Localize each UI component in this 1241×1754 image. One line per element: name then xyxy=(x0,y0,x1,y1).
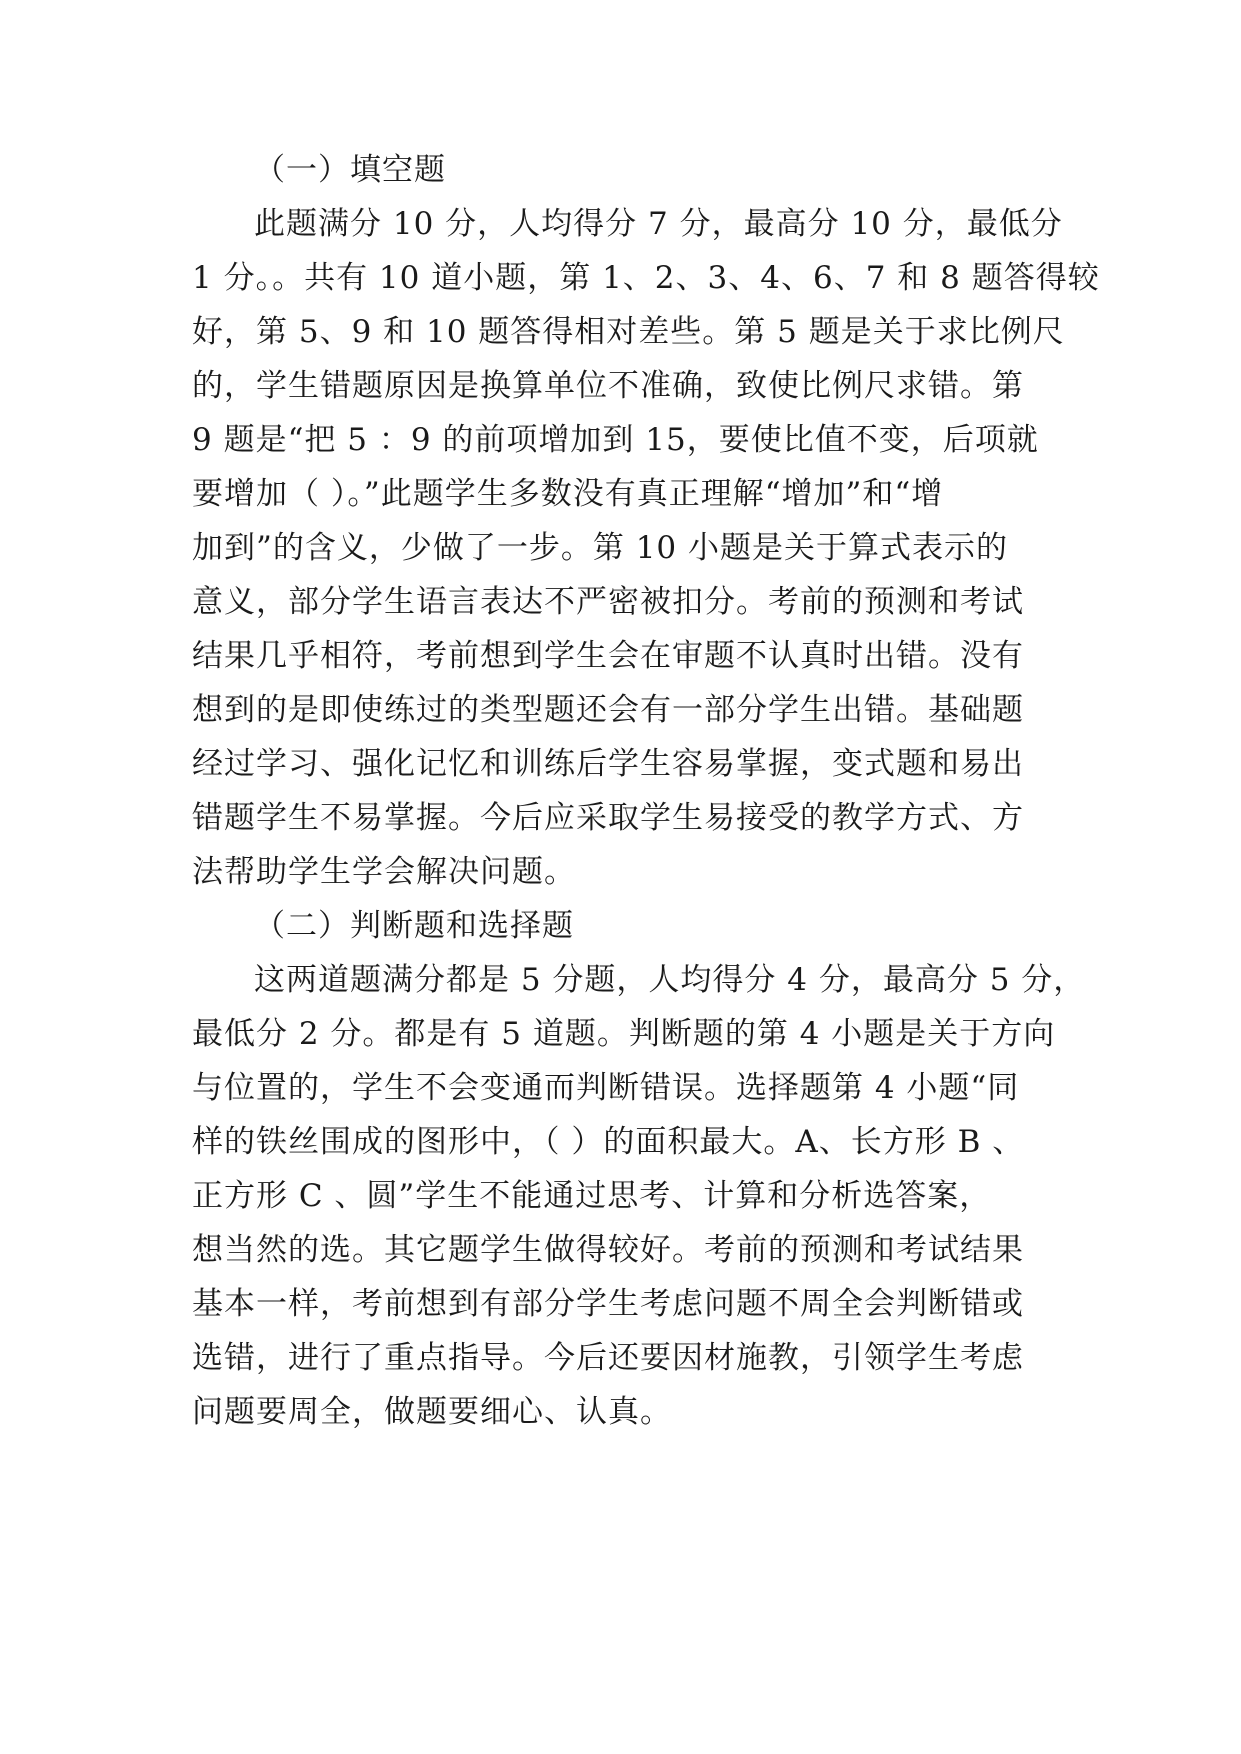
paragraph-line: 正方形 C 、圆”学生不能通过思考、计算和分析选答案， xyxy=(192,1178,992,1214)
paragraph-line: 最低分 2 分。都是有 5 道题。判断题的第 4 小题是关于方向 xyxy=(192,1016,1056,1052)
paragraph-line: 好，第 5、9 和 10 题答得相对差些。第 5 题是关于求比例尺 xyxy=(192,314,1065,350)
section-heading-2: （二）判断题和选择题 xyxy=(254,908,574,944)
paragraph-line: 要增加（ ）。”此题学生多数没有真正理解“增加”和“增 xyxy=(192,476,944,512)
paragraph-line: 问题要周全，做题要细心、认真。 xyxy=(192,1394,672,1430)
paragraph-line: 想当然的选。其它题学生做得较好。考前的预测和考试结果 xyxy=(192,1232,1024,1268)
paragraph-line: 结果几乎相符，考前想到学生会在审题不认真时出错。没有 xyxy=(192,638,1024,674)
section-heading-1: （一）填空题 xyxy=(254,152,446,188)
paragraph-line: 法帮助学生学会解决问题。 xyxy=(192,854,576,890)
paragraph-line: 加到”的含义，少做了一步。第 10 小题是关于算式表示的 xyxy=(192,530,1008,566)
paragraph-line: 1 分。。共有 10 道小题，第 1、2、3、4、6、7 和 8 题答得较 xyxy=(192,260,1100,296)
paragraph-line: 与位置的，学生不会变通而判断错误。选择题第 4 小题“同 xyxy=(192,1070,1020,1106)
paragraph-line: 经过学习、强化记忆和训练后学生容易掌握，变式题和易出 xyxy=(192,746,1024,782)
paragraph-line: 这两道题满分都是 5 分题，人均得分 4 分，最高分 5 分， xyxy=(254,962,1086,998)
paragraph-line: 9 题是“把 5 ：9 的前项增加到 15，要使比值不变，后项就 xyxy=(192,422,1039,458)
paragraph-line: 基本一样，考前想到有部分学生考虑问题不周全会判断错或 xyxy=(192,1286,1024,1322)
paragraph-line: 选错，进行了重点指导。今后还要因材施教，引领学生考虑 xyxy=(192,1340,1024,1376)
paragraph-line: 意义，部分学生语言表达不严密被扣分。考前的预测和考试 xyxy=(192,584,1024,620)
paragraph-line: 的，学生错题原因是换算单位不准确，致使比例尺求错。第 xyxy=(192,368,1024,404)
paragraph-line: 错题学生不易掌握。今后应采取学生易接受的教学方式、方 xyxy=(192,800,1024,836)
paragraph-line: 此题满分 10 分，人均得分 7 分，最高分 10 分，最低分 xyxy=(254,206,1063,242)
paragraph-line: 想到的是即使练过的类型题还会有一部分学生出错。基础题 xyxy=(192,692,1024,728)
paragraph-line: 样的铁丝围成的图形中，（ ）的面积最大。A、长方形 B 、 xyxy=(192,1124,1025,1160)
